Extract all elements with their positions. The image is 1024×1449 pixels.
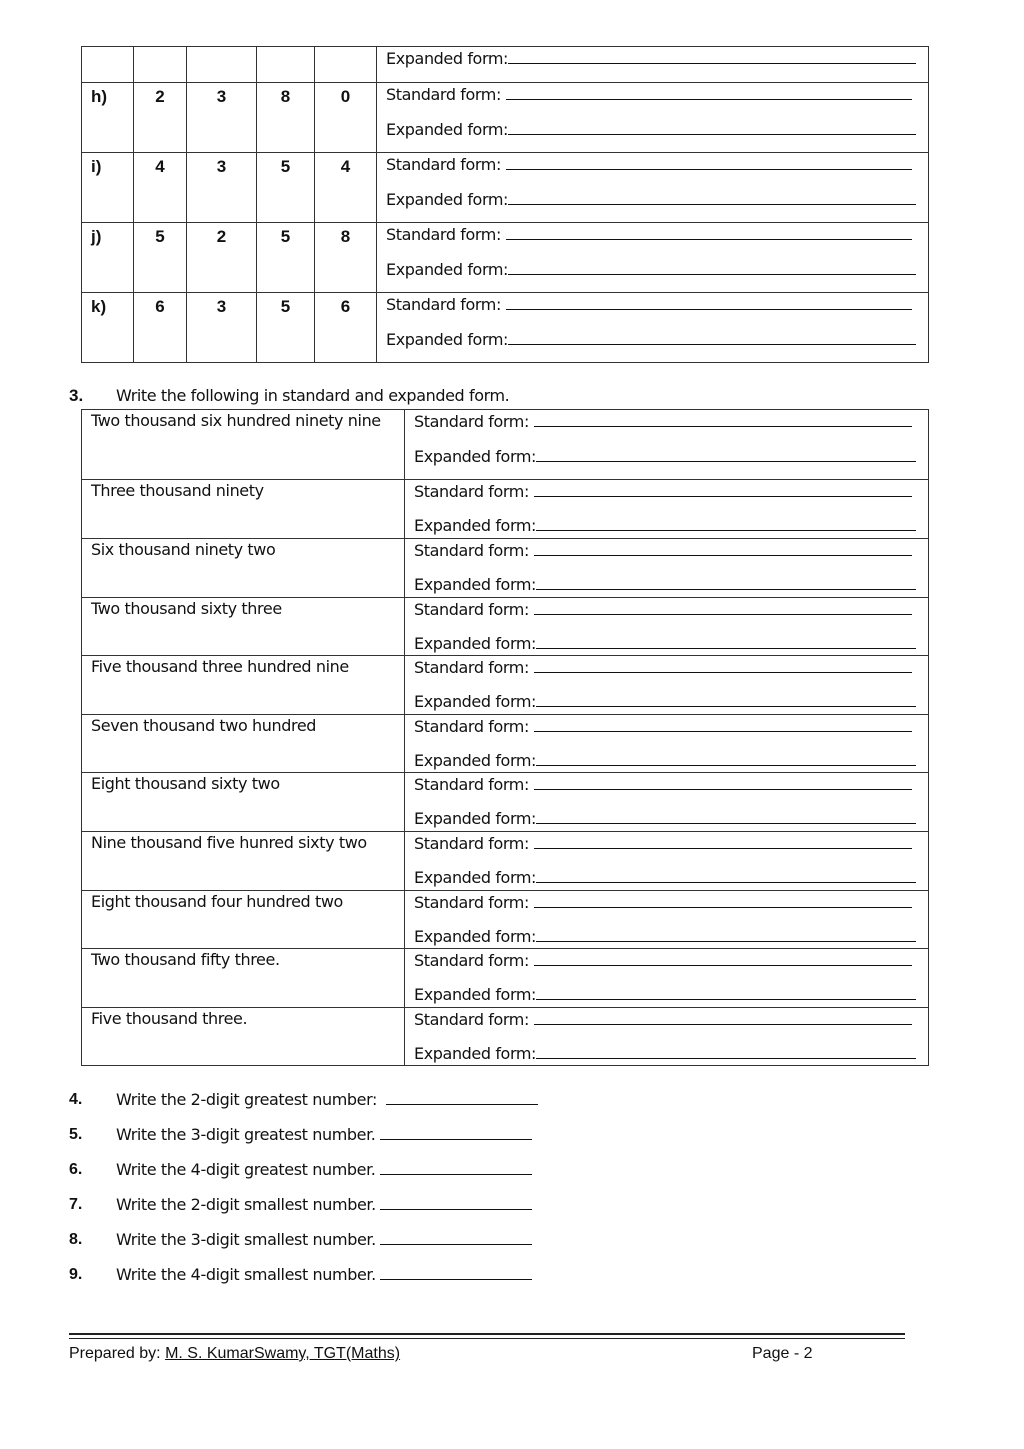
expanded-form-label: Expanded form:: [414, 926, 537, 946]
expanded-form-blank[interactable]: [536, 867, 916, 883]
expanded-form-blank[interactable]: [508, 259, 916, 275]
expanded-form-blank[interactable]: [508, 119, 916, 135]
question-text: Write the 4-digit greatest number.: [116, 1160, 376, 1179]
word-row: [82, 831, 929, 890]
forms-cell: [405, 480, 929, 539]
number-in-words: Six thousand ninety two: [82, 539, 405, 598]
standard-form-blank[interactable]: [506, 84, 912, 100]
question-text: Write the 2-digit greatest number:: [116, 1090, 382, 1109]
expanded-form-blank[interactable]: [536, 750, 916, 766]
expanded-form-blank[interactable]: [508, 189, 916, 205]
standard-form-blank[interactable]: [534, 716, 912, 732]
forms-cell: [377, 47, 929, 83]
footer-rule: [69, 1333, 905, 1335]
short-questions: [69, 1088, 669, 1298]
standard-form-label: Standard form:: [414, 412, 534, 431]
standard-form-label: Standard form:: [386, 295, 506, 314]
answer-blank[interactable]: [380, 1194, 532, 1210]
standard-form-label: Standard form:: [414, 482, 534, 501]
standard-form-blank[interactable]: [534, 411, 912, 427]
word-row: [82, 656, 929, 715]
digit-cell: 4: [315, 153, 377, 223]
row-key: j): [82, 223, 134, 293]
expanded-form-label: Expanded form:: [414, 516, 537, 535]
question-number: 4.: [69, 1091, 83, 1108]
digit-cell: 3: [187, 293, 257, 363]
digit-cell: 5: [134, 223, 187, 293]
words-to-number-table: [81, 409, 929, 1066]
expanded-form-label: Expanded form:: [386, 190, 509, 209]
standard-form-label: Standard form:: [414, 716, 534, 736]
word-row: [82, 480, 929, 539]
standard-form-label: Standard form:: [414, 1009, 534, 1029]
question-number: 5.: [69, 1126, 83, 1143]
expanded-form-blank[interactable]: [508, 329, 916, 345]
digit-cell: [134, 47, 187, 83]
word-row: [82, 1007, 929, 1066]
place-value-row: [82, 83, 929, 153]
forms-cell: [377, 83, 929, 153]
forms-cell: [405, 714, 929, 773]
number-in-words: Eight thousand sixty two: [82, 773, 405, 832]
question-item: [69, 1123, 669, 1158]
digit-cell: 5: [257, 223, 315, 293]
prepared-label: Prepared by:: [69, 1345, 166, 1362]
answer-blank[interactable]: [380, 1159, 532, 1175]
expanded-form-blank[interactable]: [536, 633, 916, 649]
question-text: Write the 3-digit greatest number.: [116, 1125, 376, 1144]
number-in-words: Five thousand three.: [82, 1007, 405, 1066]
standard-form-label: Standard form:: [386, 85, 506, 104]
standard-form-blank[interactable]: [534, 774, 912, 790]
number-in-words: Nine thousand five hunred sixty two: [82, 831, 405, 890]
digit-cell: 2: [134, 83, 187, 153]
answer-blank[interactable]: [380, 1124, 532, 1140]
number-in-words: Two thousand six hundred ninety nine: [82, 410, 405, 480]
question-number: 7.: [69, 1196, 83, 1213]
forms-cell: [405, 949, 929, 1008]
digit-cell: 5: [257, 153, 315, 223]
number-in-words: Two thousand sixty three: [82, 597, 405, 656]
digit-cell: 2: [187, 223, 257, 293]
forms-cell: [405, 539, 929, 598]
expanded-form-label: Expanded form:: [414, 750, 537, 770]
place-value-row: [82, 223, 929, 293]
question-item: [69, 1263, 669, 1298]
number-in-words: Five thousand three hundred nine: [82, 656, 405, 715]
expanded-form-blank[interactable]: [536, 515, 916, 531]
standard-form-blank[interactable]: [534, 599, 912, 615]
expanded-form-blank[interactable]: [536, 808, 916, 824]
question-item: [69, 1193, 669, 1228]
digit-cell: 3: [187, 83, 257, 153]
standard-form-blank[interactable]: [506, 224, 912, 240]
digit-cell: 6: [134, 293, 187, 363]
expanded-form-label: Expanded form:: [386, 330, 509, 349]
question-item: [69, 1088, 669, 1123]
question-item: [69, 1228, 669, 1263]
question-number: 8.: [69, 1231, 83, 1248]
digit-cell: 3: [187, 153, 257, 223]
question-number: 3.: [69, 386, 84, 405]
expanded-form-label: Expanded form:: [386, 120, 509, 139]
answer-blank[interactable]: [380, 1229, 532, 1245]
forms-cell: [377, 293, 929, 363]
digit-cell: 0: [315, 83, 377, 153]
expanded-form-label: Expanded form:: [386, 260, 509, 279]
prepared-by: [69, 1345, 400, 1363]
digit-cell: 6: [315, 293, 377, 363]
standard-form-blank[interactable]: [534, 1009, 912, 1025]
expanded-form-blank[interactable]: [536, 1043, 916, 1059]
question-number: 9.: [69, 1266, 83, 1283]
standard-form-label: Standard form:: [386, 225, 506, 244]
standard-form-label: Standard form:: [414, 599, 534, 619]
standard-form-blank[interactable]: [534, 892, 912, 908]
digit-cell: 5: [257, 293, 315, 363]
expanded-form-label: Expanded form:: [414, 447, 537, 466]
word-row: [82, 773, 929, 832]
question-text: Write the 4-digit smallest number.: [116, 1265, 376, 1284]
expanded-form-label: Expanded form:: [414, 809, 537, 829]
number-in-words: Eight thousand four hundred two: [82, 890, 405, 949]
standard-form-blank[interactable]: [534, 657, 912, 673]
expanded-form-blank[interactable]: [536, 574, 916, 590]
question-text: Write the 3-digit smallest number.: [116, 1230, 376, 1249]
row-key: k): [82, 293, 134, 363]
author-name: M. S. KumarSwamy, TGT(Maths): [165, 1345, 401, 1362]
expanded-form-blank[interactable]: [536, 691, 916, 707]
forms-cell: [405, 831, 929, 890]
expanded-form-blank[interactable]: [536, 926, 916, 942]
place-value-row: [82, 153, 929, 223]
forms-cell: [405, 410, 929, 480]
digit-cell: 4: [134, 153, 187, 223]
digit-cell: [187, 47, 257, 83]
expanded-form-label: Expanded form:: [414, 633, 537, 653]
standard-form-label: Standard form:: [386, 155, 506, 174]
expanded-form-label: Expanded form:: [414, 1043, 537, 1063]
standard-form-blank[interactable]: [506, 154, 912, 170]
expanded-form-blank[interactable]: [536, 984, 916, 1000]
expanded-form-blank[interactable]: [536, 446, 916, 462]
standard-form-label: Standard form:: [414, 892, 534, 912]
expanded-form-blank[interactable]: [508, 48, 916, 64]
forms-cell: [405, 890, 929, 949]
forms-cell: [405, 1007, 929, 1066]
standard-form-label: Standard form:: [414, 541, 534, 560]
answer-blank[interactable]: [380, 1264, 532, 1280]
question-item: [69, 1158, 669, 1193]
question-number: 6.: [69, 1161, 83, 1178]
expanded-form-label: Expanded form:: [386, 49, 509, 68]
place-value-row: [82, 47, 929, 83]
standard-form-blank[interactable]: [534, 950, 912, 966]
question-text: Write the following in standard and expanded form.: [116, 386, 510, 405]
row-key: [82, 47, 134, 83]
standard-form-label: Standard form:: [414, 833, 534, 853]
word-row: [82, 949, 929, 1008]
forms-cell: [377, 153, 929, 223]
standard-form-label: Standard form:: [414, 658, 534, 678]
standard-form-blank[interactable]: [506, 294, 912, 310]
digit-cell: [315, 47, 377, 83]
standard-form-label: Standard form:: [414, 951, 534, 971]
word-row: [82, 410, 929, 480]
number-in-words: Seven thousand two hundred: [82, 714, 405, 773]
word-row: [82, 890, 929, 949]
forms-cell: [377, 223, 929, 293]
expanded-form-label: Expanded form:: [414, 692, 537, 712]
standard-form-blank[interactable]: [534, 481, 912, 497]
word-row: [82, 597, 929, 656]
place-value-row: [82, 293, 929, 363]
number-in-words: Three thousand ninety: [82, 480, 405, 539]
page-number: Page - 2: [752, 1345, 813, 1362]
digit-cell: 8: [315, 223, 377, 293]
forms-cell: [405, 656, 929, 715]
word-row: [82, 539, 929, 598]
standard-form-label: Standard form:: [414, 775, 534, 795]
row-key: i): [82, 153, 134, 223]
place-value-table: [81, 46, 929, 363]
expanded-form-label: Expanded form:: [414, 867, 537, 887]
word-row: [82, 714, 929, 773]
forms-cell: [405, 597, 929, 656]
footer-rule-thin: [69, 1338, 905, 1339]
question-text: Write the 2-digit smallest number.: [116, 1195, 376, 1214]
digit-cell: [257, 47, 315, 83]
forms-cell: [405, 773, 929, 832]
expanded-form-label: Expanded form:: [414, 575, 537, 594]
number-in-words: Two thousand fifty three.: [82, 949, 405, 1008]
answer-blank[interactable]: [386, 1089, 538, 1105]
digit-cell: 8: [257, 83, 315, 153]
expanded-form-label: Expanded form:: [414, 985, 537, 1005]
standard-form-blank[interactable]: [534, 540, 912, 556]
row-key: h): [82, 83, 134, 153]
standard-form-blank[interactable]: [534, 833, 912, 849]
